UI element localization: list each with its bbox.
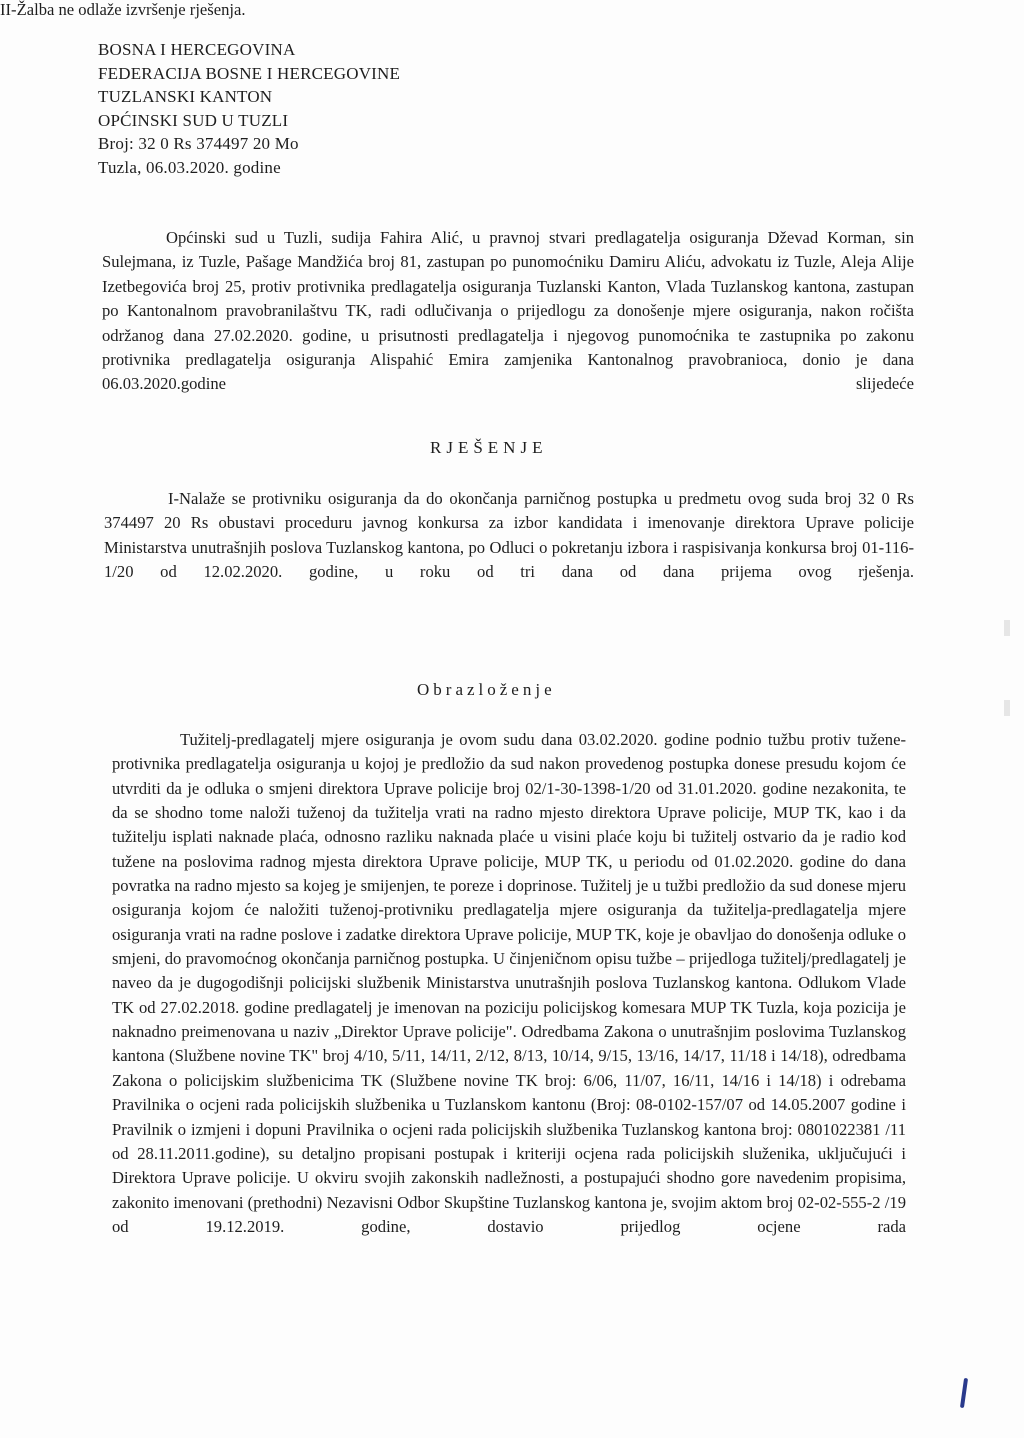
header-country: BOSNA I HERCEGOVINA <box>98 40 296 59</box>
scan-artifact <box>1004 700 1010 716</box>
ink-signature-mark <box>960 1378 968 1408</box>
reasoning-paragraph: Tužitelj-predlagatelj mjere osiguranja je ovom sudu dana 03.02.2020. godine podnio tužbu protiv tužene-protivnika predlagatelja osiguranja u kojoj je predložio da sud nakon provedenog postupka donese presudu kojom će utvrditi da je odluka o smjeni direktora Uprave policije broj 02/1-30-1398-1/20 od 31.01.2020. godine nezakonita, te da se shodno tome naloži tuženoj da tužitelja vrati na radno mjesto direktora Uprave policije, MUP TK, kao i da tužitelju isplati naknade plaća, odnosno razliku naknada plaće u visini plaće koju bi tužitelj ostvario da je radio kod tužene na poslovima radnog mjesta direktora Uprave policije, MUP TK, u periodu od 01.02.2020. godine do dana povratka na radno mjesto sa kojeg je smijenjen, te poreze i doprinose. Tužitelj je u tužbi predložio da sud donese mjeru osiguranja kojom će naložiti tuženoj-protivniku predlagatelja mjere osiguranja da tužitelja-predlagatelja mjere osiguranja vrati na radne poslove i zadatke direktora Uprave policije, MUP TK, koje je obavljao do donošenja odluke o smjeni, do pravomoćnog okončanja parničnog postupka. U činjeničnom opisu tužbe – prijedloga tužitelj/predlagatelj je naveo da je dugogodišnji policijski službenik Ministarstva unutrašnjih poslova Tuzlanskog kantona. Odlukom Vlade TK od 27.02.2018. godine predlagatelj je imenovan na poziciju policijskog komesara MUP TK Tuzla, koja pozicija je naknadno preimenovana u naziv „Direktor Uprave policije". Odredbama Zakona o unutrašnjim poslovima Tuzlanskog kantona (Službene novine TK" broj 4/10, 5/11, 14/11, 2/12, 8/13, 10/14, 9/15, 13/16, 14/17, 11/18 i 14/18), odredbama Zakona o policijskim službenicima TK (Službene novine TK broj: 6/06, 11/07, 16/11, 14/16 i 14/18) i odrebama Pravilnika o ocjeni rada policijskih službenika u Tuzlanskom kantonu (Broj: 08-0102-157/07 od 14.05.2007 godine i Pravilnik o izmjeni i dopuni Pravilnika o ocjeni rada policijskih službenika Tuzlanskog kantona broj: 0801022381 /11 od 28.11.2011.godine), su detaljno propisani postupak i kriteriji ocjena rada policijskih služenika, uključujući i Direktora Uprave policije. U okviru svojih zakonskih nadležnosti, a postupajući shodno gore navedenim propisima, zakonito imenovani (prethodni) Nezavisni Odbor Skupštine Tuzlanskog kantona je, svojim aktom broj 02-02-555-2 /19 od 19.12.2019. godine, dostavio prijedlog ocjene rada <box>112 730 906 1236</box>
header-case-number: Broj: 32 0 Rs 374497 20 Mo <box>98 134 299 153</box>
intro-paragraph: Općinski sud u Tuzli, sudija Fahira Alić, u pravnoj stvari predlagatelja osiguranja Dževad Korman, sin Sulejmana, iz Tuzle, Pašage Mandžića broj 81, zastupan po punomoćniku Damiru Aliću, advokatu iz Tuzle, Aleja Alije Izetbegovića broj 25, protiv protivnika predlagatelja osiguranja Tuzlanski Kanton, Vlada Tuzlanskog kantona, zastupan po Kantonalnom pravobranilaštvu TK, radi odlučivanja o prijedlogu za donošenje mjere osiguranja, nakon ročišta održanog dana 27.02.2020. godine, u prisutnosti predlagatelja i njegovog punomoćnika te zastupnika po zakonu protivnika predlagatelja osiguranja Alispahić Emira zamjenika Kantonalnog pravobranioca, donio je dana 06.03.2020.godine slijedeće <box>102 228 914 394</box>
header-federation: FEDERACIJA BOSNE I HERCEGOVINE <box>98 63 401 83</box>
header-place-date: Tuzla, 06.03.2020. godine <box>98 157 281 177</box>
decision-point-1: I-Nalaže se protivniku osiguranja da do okončanja parničnog postupka u predmetu ovog suda broj 32 0 Rs 374497 20 Rs obustavi proceduru javnog konkursa za izbor kandidata i imenovanje direktora Uprave policije Ministarstva unutrašnjih poslova Tuzlanskog kantona, po Odluci o pokretanju izbora i raspisivanja konkursa broj 01-116-1/20 od 12.02.2020. godine, u roku od tri dana od dana prijema ovog rješenja. <box>104 489 914 582</box>
header-canton: TUZLANSKI KANTON <box>98 87 273 106</box>
scan-artifact <box>1004 620 1010 636</box>
header-court: OPĆINSKI SUD U TUZLI <box>98 110 289 130</box>
reasoning-heading: Obrazloženje <box>417 680 556 699</box>
decision-heading: RJEŠENJE <box>430 438 548 457</box>
court-header <box>98 38 400 179</box>
decision-point-2: II-Žalba ne odlaže izvršenje rješenja. <box>0 0 246 19</box>
